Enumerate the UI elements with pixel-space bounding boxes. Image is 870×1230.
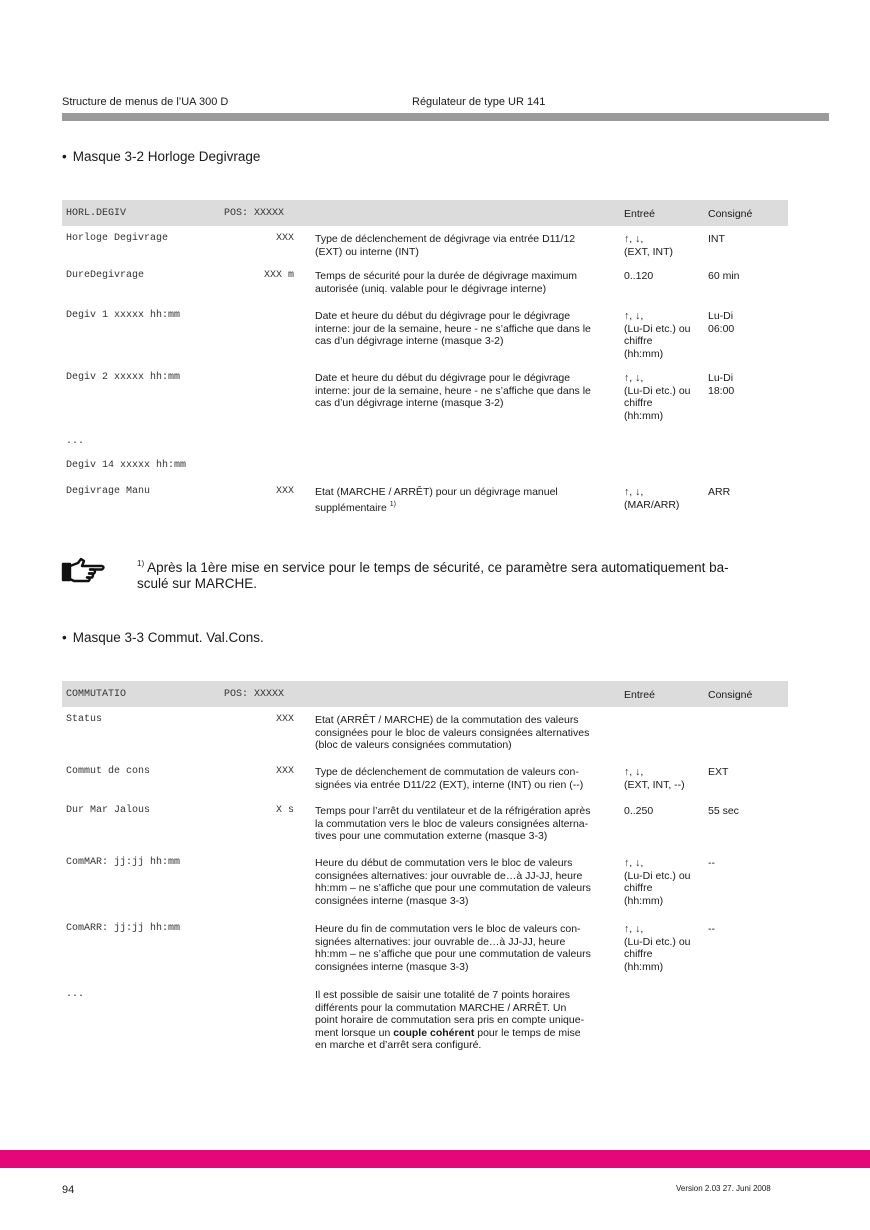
param-description: Type de déclenchement de commutation de valeurs con- signées via entrée D11/22 (EXT), interne (INT) ou rien (--) bbox=[315, 766, 584, 791]
param-name: ComMAR: jj:jj hh:mm bbox=[66, 857, 181, 868]
param-description: Il est possible de saisir une totalité de 7 points horaires différents pour la commutation MARCHE / ARRÊT. Un point horaire de commutation sera pris en compte unique- ment lorsque un couple cohérent pour le temps de mise en marche et d’arrêt sera configuré. bbox=[315, 989, 585, 1051]
footer-accent-bar bbox=[0, 1150, 870, 1168]
param-name: Dur Mar Jalous bbox=[66, 805, 151, 816]
table-row bbox=[62, 714, 788, 766]
table-commutation bbox=[62, 681, 788, 1052]
param-description: Heure du fin de commutation vers le bloc de valeurs con- signées alternatives: jour ouvrable de…à JJ-JJ, heure hh:mm – ne s’affiche que pour une commutation de valeurs consignées interne (masque 3-3) bbox=[315, 923, 591, 973]
table-row bbox=[62, 923, 788, 989]
header-menu-name: HORL.DEGIV bbox=[66, 208, 127, 219]
param-default: -- bbox=[708, 857, 715, 869]
table-row bbox=[62, 270, 788, 310]
param-default: -- bbox=[708, 923, 715, 935]
table-row bbox=[62, 989, 788, 1059]
table-row bbox=[62, 857, 788, 923]
param-value: XXX m bbox=[263, 270, 294, 281]
param-ellipsis: ... bbox=[66, 989, 85, 1000]
param-name: Status bbox=[66, 714, 103, 725]
param-description: Etat (ARRÊT / MARCHE) de la commutation des valeurs consignées pour le bloc de valeurs consignées alternatives (bloc de valeurs consignées commutation) bbox=[315, 714, 590, 751]
footnote-ref: 1) bbox=[389, 500, 396, 508]
param-name: Degiv 1 xxxxx hh:mm bbox=[66, 310, 181, 321]
param-name: Degiv 14 xxxxx hh:mm bbox=[66, 460, 187, 471]
section-title-text: Masque 3-3 Commut. Val.Cons. bbox=[72, 630, 264, 645]
param-ellipsis: ... bbox=[66, 436, 85, 447]
emphasis-text: couple cohérent bbox=[393, 1026, 475, 1039]
param-default: INT bbox=[708, 233, 725, 245]
table-header bbox=[62, 681, 788, 707]
param-entry: ↑, ↓, (Lu-Di etc.) ou chiffre (hh:mm) bbox=[624, 310, 691, 360]
param-name: DureDegivrage bbox=[66, 270, 145, 281]
header-divider bbox=[62, 113, 829, 121]
pointing-hand-icon bbox=[60, 555, 108, 587]
footnote-marker: 1) bbox=[137, 559, 145, 568]
param-default: Lu-Di 18:00 bbox=[708, 372, 735, 397]
table-row bbox=[62, 310, 788, 372]
header-entry: Entreé bbox=[624, 689, 655, 701]
param-entry: ↑, ↓, (Lu-Di etc.) ou chiffre (hh:mm) bbox=[624, 372, 691, 422]
table-row bbox=[62, 460, 788, 484]
param-description: Type de déclenchement de dégivrage via entrée D11/12 (EXT) ou interne (INT) bbox=[315, 233, 576, 258]
param-entry: ↑, ↓, (EXT, INT, --) bbox=[624, 766, 685, 791]
param-description: Heure du début de commutation vers le bloc de valeurs consignées alternatives: jour ouvrable de…à JJ-JJ, heure hh:mm – ne s’affiche que pour une commutation de valeurs consignées interne (masque 3-3) bbox=[315, 857, 591, 907]
header-entry: Entreé bbox=[624, 208, 655, 220]
param-name: Degiv 2 xxxxx hh:mm bbox=[66, 372, 181, 383]
header-doc-title: Structure de menus de l’UA 300 D bbox=[62, 96, 229, 108]
param-default: 55 sec bbox=[708, 805, 739, 817]
param-value: XXX bbox=[275, 714, 294, 725]
param-default: Lu-Di 06:00 bbox=[708, 310, 735, 335]
header-device-type: Régulateur de type UR 141 bbox=[412, 96, 546, 108]
param-entry: ↑, ↓, (Lu-Di etc.) ou chiffre (hh:mm) bbox=[624, 857, 691, 907]
param-default: 60 min bbox=[708, 270, 740, 282]
table-row bbox=[62, 486, 788, 516]
table-row bbox=[62, 436, 788, 460]
param-name: Horloge Degivrage bbox=[66, 233, 169, 244]
param-entry: 0..250 bbox=[624, 805, 654, 817]
param-default: ARR bbox=[708, 486, 731, 498]
section-title-text: Masque 3-2 Horloge Degivrage bbox=[72, 149, 261, 164]
section-title-horloge bbox=[62, 149, 260, 164]
param-value: X s bbox=[275, 805, 294, 816]
param-entry: ↑, ↓, (EXT, INT) bbox=[624, 233, 673, 258]
page-number: 94 bbox=[62, 1184, 75, 1196]
param-entry: 0..120 bbox=[624, 270, 654, 282]
section-title-commutation bbox=[62, 630, 264, 645]
param-name: Commut de cons bbox=[66, 766, 151, 777]
param-value: XXX bbox=[275, 766, 294, 777]
param-value: XXX bbox=[275, 233, 294, 244]
table-row bbox=[62, 766, 788, 805]
param-value: XXX bbox=[275, 486, 294, 497]
param-name: ComARR: jj:jj hh:mm bbox=[66, 923, 181, 934]
table-row bbox=[62, 372, 788, 436]
table-row bbox=[62, 805, 788, 857]
param-description: Temps de sécurité pour la durée de dégivrage maximum autorisée (uniq. valable pour le dégivrage interne) bbox=[315, 270, 578, 295]
param-entry: ↑, ↓, (Lu-Di etc.) ou chiffre (hh:mm) bbox=[624, 923, 691, 973]
table-header bbox=[62, 200, 788, 226]
param-description: Temps pour l’arrêt du ventilateur et de la réfrigération après la commutation vers le bloc de valeurs consignées alterna- tives pour une commutation externe (masque 3-3) bbox=[315, 805, 591, 842]
header-pos: POS: XXXXX bbox=[224, 208, 285, 219]
bullet: • bbox=[62, 630, 67, 645]
param-default: EXT bbox=[708, 766, 729, 778]
param-description: Etat (MARCHE / ARRÊT) pour un dégivrage manuel supplémentaire $^{1)}$ bbox=[315, 486, 558, 514]
version-info: Version 2.03 27. Juni 2008 bbox=[676, 1184, 771, 1193]
param-name: Degivrage Manu bbox=[66, 486, 151, 497]
header-consigne: Consigné bbox=[708, 208, 753, 220]
param-entry: ↑, ↓, (MAR/ARR) bbox=[624, 486, 680, 511]
footnote-note: $^{1)}$ Après la 1ère mise en service pour le temps de sécurité, ce paramètre sera automatiquement ba- sculé sur MARCHE. bbox=[137, 559, 729, 591]
bullet: • bbox=[62, 149, 67, 164]
table-horloge-degivrage bbox=[62, 200, 788, 514]
header-consigne: Consigné bbox=[708, 689, 753, 701]
header-pos: POS: XXXXX bbox=[224, 689, 285, 700]
table-row bbox=[62, 233, 788, 269]
param-description: Date et heure du début du dégivrage pour le dégivrage interne: jour de la semaine, heure - ne s’affiche que dans le cas d’un dégivrage interne (masque 3-2) bbox=[315, 310, 591, 347]
param-description: Date et heure du début du dégivrage pour le dégivrage interne: jour de la semaine, heure - ne s’affiche que dans le cas d’un dégivrage interne (masque 3-2) bbox=[315, 372, 591, 409]
header-menu-name: COMMUTATIO bbox=[66, 689, 127, 700]
